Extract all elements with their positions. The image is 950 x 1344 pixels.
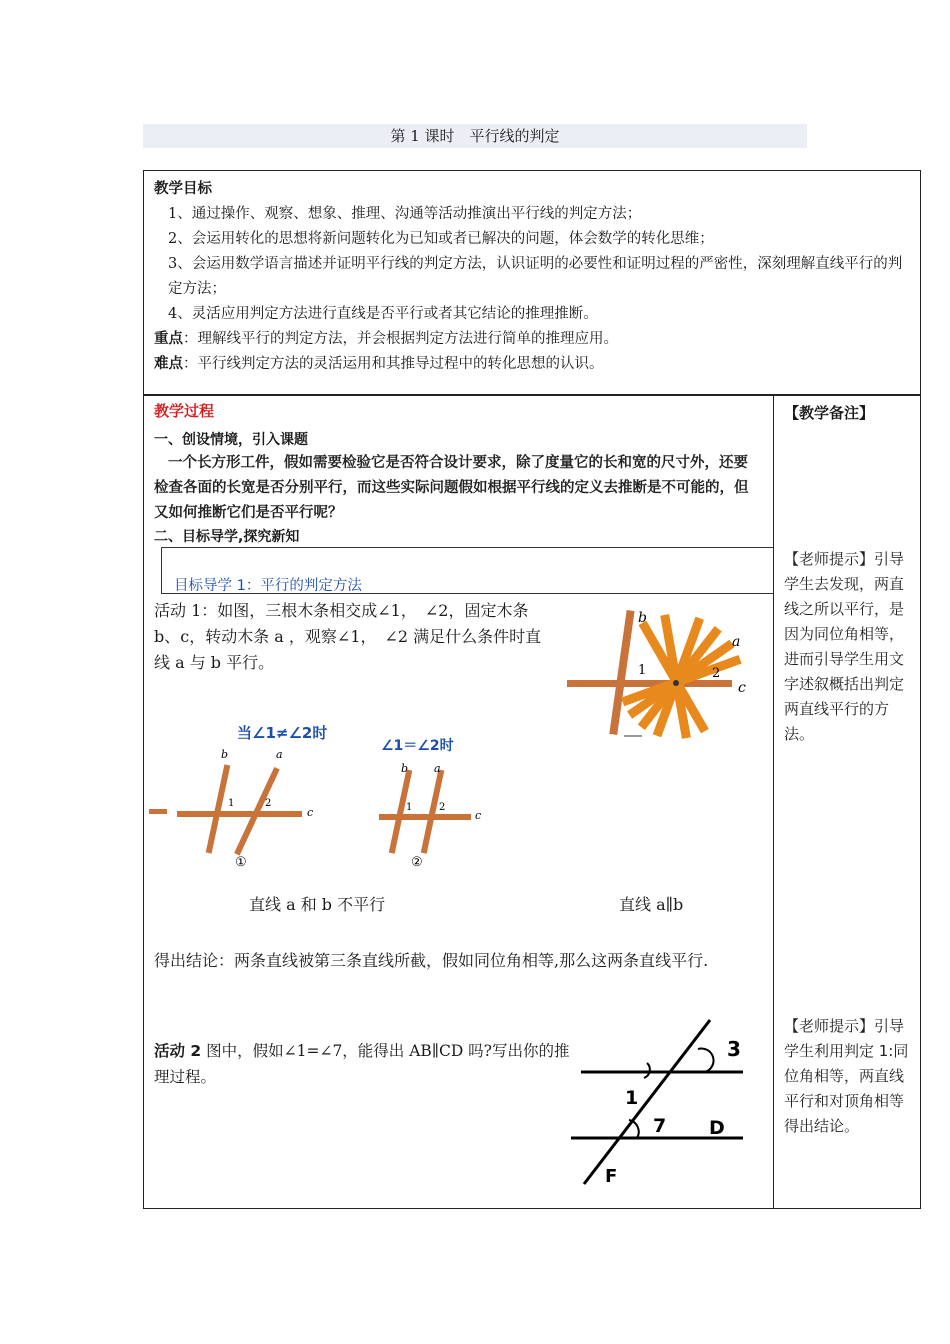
difficulty-point: 难点：平行线判定方法的灵活运用和其推导过程中的转化思想的认识。 — [154, 356, 604, 372]
teacher-tip-2: 【老师提示】引导学生利用判定 1:同位角相等，两直线平行和对顶角相等得出结论。 — [784, 1017, 909, 1135]
rotating-sticks-figure — [562, 604, 752, 744]
label-equal: ∠1＝∠2时 — [381, 738, 454, 754]
label-c: c — [738, 680, 746, 696]
objective-item: 3、会运用数学语言描述并证明平行线的判定方法，认识证明的必要性和证明过程的严密性，深刻理解直线平行的判定方法； — [168, 256, 903, 297]
point-D-label: D — [709, 1117, 725, 1139]
caption-not-parallel: 直线 a 和 b 不平行 — [249, 895, 386, 914]
svg-text:c: c — [307, 806, 314, 819]
svg-text:b: b — [221, 748, 229, 761]
activity-2-text: 活动 2 图中，假如∠1=∠7，能得出 AB∥CD 吗?写出你的推理过程。 — [154, 1042, 570, 1086]
section-heading-1: 一、创设情境，引入课题 — [154, 432, 308, 448]
objectives-heading: 教学目标 — [154, 181, 212, 197]
label-not-equal: 当∠1≠∠2时 — [237, 724, 328, 742]
svg-text:a: a — [276, 748, 283, 761]
intro-paragraph: 一个长方形工件，假如需要检验它是否符合设计要求，除了度量它的长和宽的尺寸外，还要检查各面的长宽是否分别平行，而这些实际问题假如根据平行线的定义去推断是不可能的，但又如何推断它们是否平行呢？ — [154, 455, 749, 521]
caption-parallel: 直线 a∥b — [619, 895, 684, 914]
objective-item: 4、灵活应用判定方法进行直线是否平行或者其它结论的推理推断。 — [168, 306, 598, 322]
svg-text:b: b — [401, 762, 409, 775]
goal-title: 目标导学 1：平行的判定方法 — [174, 578, 362, 594]
stick-c — [567, 680, 732, 687]
transversal-figure — [567, 1016, 767, 1196]
process-box — [143, 395, 921, 1209]
svg-text:1: 1 — [406, 802, 413, 813]
comparison-figures — [149, 714, 489, 879]
section-heading-2: 二、目标导学,探究新知 — [154, 529, 300, 545]
svg-text:2: 2 — [265, 798, 272, 809]
notes-heading: 【教学备注】 — [784, 404, 875, 422]
teacher-tip-1: 【老师提示】引导学生去发现，两直线之所以平行，是因为同位角相等，进而引导学生用文字述叙概括出判定两直线平行的方法。 — [784, 550, 905, 743]
angle-2-label: 2 — [712, 666, 721, 681]
svg-text:a: a — [434, 762, 441, 775]
objective-item: 1、通过操作、观察、想象、推理、沟通等活动推演出平行线的判定方法； — [168, 206, 642, 222]
goal-box — [161, 547, 773, 594]
column-divider — [773, 396, 774, 1208]
figure-1-marker: ① — [235, 855, 247, 870]
svg-text:1: 1 — [228, 798, 235, 809]
figure-2-marker: ② — [411, 855, 423, 870]
label-a: a — [732, 634, 741, 650]
svg-text:2: 2 — [439, 802, 446, 813]
conclusion-text: 得出结论：两条直线被第三条直线所截，假如同位角相等,那么这两条直线平行. — [154, 951, 709, 970]
page-title: 第 1 课时 平行线的判定 — [143, 124, 807, 148]
process-heading: 教学过程 — [154, 402, 215, 420]
objectives-box — [143, 170, 921, 395]
angle-1-label: 1 — [638, 663, 647, 678]
objective-item: 2、会运用转化的思想将新问题转化为已知或者已解决的问题，体会数学的转化思维； — [168, 231, 714, 247]
activity-1-text: 活动 1：如图，三根木条相交成∠1， ∠2，固定木条 b、c，转动木条 a ，观察∠1， ∠2 满足什么条件时直线 a 与 b 平行。 — [154, 601, 542, 672]
angle-3-label: 3 — [727, 1037, 741, 1061]
angle-1-label: 1 — [625, 1087, 639, 1109]
angle-7-label: 7 — [653, 1115, 667, 1137]
key-point: 重点：理解线平行的判定方法，并会根据判定方法进行简单的推理应用。 — [154, 331, 618, 347]
svg-text:c: c — [475, 809, 482, 822]
point-F-label: F — [605, 1166, 618, 1187]
label-b: b — [638, 610, 647, 626]
